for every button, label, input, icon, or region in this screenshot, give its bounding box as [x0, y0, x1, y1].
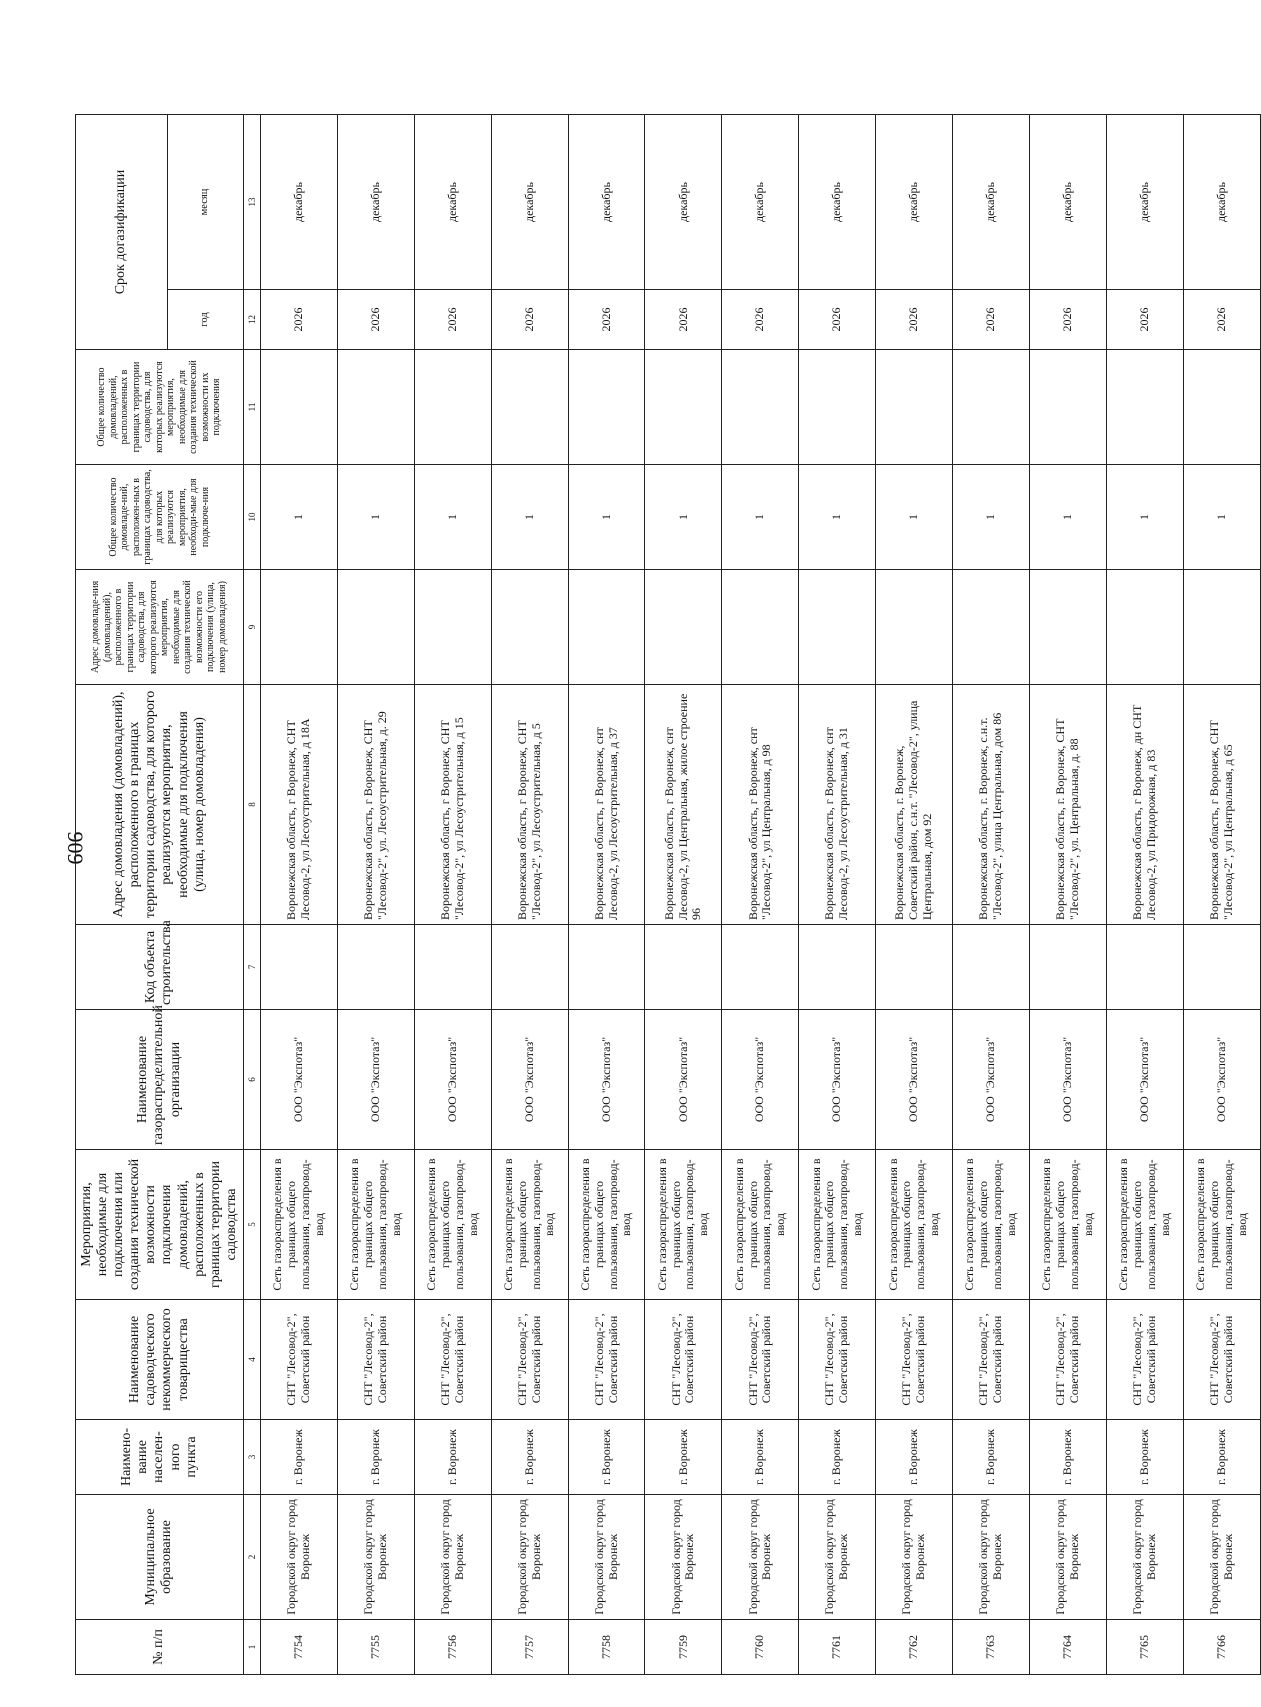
year-cell: 2026: [1106, 290, 1183, 350]
org-cell: ООО "Экспотаз": [414, 1010, 491, 1150]
count-tech-cell: [876, 350, 953, 465]
header-code: Код объекта строительства: [76, 925, 244, 1010]
header-deadline: Срок догазификации: [76, 115, 168, 350]
measure-cell: Сеть газораспределения в границах общего пользования, газопровод-ввод: [1106, 1150, 1183, 1300]
address-tech-cell: [953, 570, 1030, 685]
measure-cell: Сеть газораспределения в границах общего пользования, газопровод-ввод: [799, 1150, 876, 1300]
row-number: 7762: [876, 1620, 953, 1675]
header-settlement: Наимено-вание населен-ного пункта: [76, 1420, 244, 1495]
header-mo: Муниципальное образование: [76, 1495, 244, 1620]
table-row: [1183, 115, 1260, 1675]
address-cell: Воронежская область, г Воронеж, СНТ Лесовод-2, ул Лесоустрительная, д 18А: [260, 685, 337, 925]
count-connect-cell: 1: [876, 465, 953, 570]
snt-cell: СНТ "Лесовод-2", Советский район: [491, 1300, 568, 1420]
snt-cell: СНТ "Лесовод-2", Советский район: [337, 1300, 414, 1420]
measure-cell: Сеть газораспределения в границах общего пользования, газопровод-ввод: [337, 1150, 414, 1300]
table-row: [1106, 115, 1183, 1675]
month-cell: декабрь: [260, 115, 337, 290]
column-number: 8: [243, 685, 260, 925]
code-cell: [1106, 925, 1183, 1010]
address-tech-cell: [645, 570, 722, 685]
year-cell: 2026: [1183, 290, 1260, 350]
municipality-cell: Городской округ город Воронеж: [260, 1495, 337, 1620]
measure-cell: Сеть газораспределения в границах общего пользования, газопровод-ввод: [953, 1150, 1030, 1300]
settlement-cell: г. Воронеж: [1183, 1420, 1260, 1495]
municipality-cell: Городской округ город Воронеж: [1183, 1495, 1260, 1620]
page-number: 909: [63, 831, 88, 865]
row-number: 7759: [645, 1620, 722, 1675]
month-cell: декабрь: [1030, 115, 1107, 290]
settlement-cell: г. Воронеж: [414, 1420, 491, 1495]
address-tech-cell: [491, 570, 568, 685]
municipality-cell: Городской округ город Воронеж: [799, 1495, 876, 1620]
settlement-cell: г. Воронеж: [876, 1420, 953, 1495]
header-snt: Наименование садоводческого некоммерческого товарищества: [76, 1300, 244, 1420]
header-org: Наименование газораспределительной организации: [76, 1010, 244, 1150]
count-tech-cell: [337, 350, 414, 465]
measure-cell: Сеть газораспределения в границах общего пользования, газопровод-ввод: [491, 1150, 568, 1300]
row-number: 7760: [722, 1620, 799, 1675]
year-cell: 2026: [414, 290, 491, 350]
municipality-cell: Городской округ город Воронеж: [953, 1495, 1030, 1620]
measure-cell: Сеть газораспределения в границах общего пользования, газопровод-ввод: [645, 1150, 722, 1300]
address-cell: Воронежская область, г. Воронеж, Советский район, с.н.т. "Лесовод-2", улица Центральная, дом 92: [876, 685, 953, 925]
code-cell: [414, 925, 491, 1010]
count-connect-cell: 1: [1183, 465, 1260, 570]
org-cell: ООО "Экспотаз": [1183, 1010, 1260, 1150]
snt-cell: СНТ "Лесовод-2", Советский район: [953, 1300, 1030, 1420]
month-cell: декабрь: [1183, 115, 1260, 290]
org-cell: ООО "Экспотаз": [337, 1010, 414, 1150]
column-number: 11: [243, 350, 260, 465]
row-number: 7764: [1030, 1620, 1107, 1675]
column-number: 3: [243, 1420, 260, 1495]
row-number: 7766: [1183, 1620, 1260, 1675]
address-tech-cell: [414, 570, 491, 685]
month-cell: декабрь: [799, 115, 876, 290]
table-row: [260, 115, 337, 1675]
address-tech-cell: [337, 570, 414, 685]
header-num: № п/п: [76, 1620, 244, 1675]
header-count-connect: Общее количество домовладе-ний, расположен-ных в границах садоводства, для которых реализуются мероприятия, необходи-мые для подключе-ния: [76, 465, 244, 570]
count-connect-cell: 1: [337, 465, 414, 570]
municipality-cell: Городской округ город Воронеж: [568, 1495, 645, 1620]
count-tech-cell: [491, 350, 568, 465]
month-cell: декабрь: [491, 115, 568, 290]
table-body: [260, 115, 1260, 1675]
header-count-tech: Общее количество домовладений, расположенных в границах территории садоводства, для которых реализуются мероприятия, необходимые для создания технической возможности их подключения: [76, 350, 244, 465]
month-cell: декабрь: [337, 115, 414, 290]
year-cell: 2026: [876, 290, 953, 350]
count-tech-cell: [260, 350, 337, 465]
address-cell: Воронежская область, г Воронеж, СНТ "Лесовод-2", ул Центральная, д 65: [1183, 685, 1260, 925]
measure-cell: Сеть газораспределения в границах общего пользования, газопровод-ввод: [876, 1150, 953, 1300]
year-cell: 2026: [722, 290, 799, 350]
settlement-cell: г. Воронеж: [722, 1420, 799, 1495]
month-cell: декабрь: [1106, 115, 1183, 290]
table-row: [953, 115, 1030, 1675]
column-number: 2: [243, 1495, 260, 1620]
year-cell: 2026: [260, 290, 337, 350]
address-cell: Воронежская область, г Воронеж, снт Лесовод-2, ул Лесоустрительная, д 31: [799, 685, 876, 925]
municipality-cell: Городской округ город Воронеж: [1106, 1495, 1183, 1620]
settlement-cell: г. Воронеж: [260, 1420, 337, 1495]
address-tech-cell: [876, 570, 953, 685]
snt-cell: СНТ "Лесовод-2", Советский район: [876, 1300, 953, 1420]
snt-cell: СНТ "Лесовод-2", Советский район: [414, 1300, 491, 1420]
column-number: 1: [243, 1620, 260, 1675]
address-tech-cell: [722, 570, 799, 685]
code-cell: [799, 925, 876, 1010]
org-cell: ООО "Экспотаз": [953, 1010, 1030, 1150]
table-row: [568, 115, 645, 1675]
address-cell: Воронежская область, г. Воронеж, СНТ "Лесовод-2", ул. Центральная, д. 88: [1030, 685, 1107, 925]
count-connect-cell: 1: [1106, 465, 1183, 570]
table-row: [1030, 115, 1107, 1675]
table-row: [337, 115, 414, 1675]
month-cell: декабрь: [645, 115, 722, 290]
table-row: [799, 115, 876, 1675]
org-cell: ООО "Экспотаз": [1030, 1010, 1107, 1150]
address-cell: Воронежская область, г Воронеж, снт "Лесовод-2", ул Центральная, д 98: [722, 685, 799, 925]
row-number: 7756: [414, 1620, 491, 1675]
row-number: 7755: [337, 1620, 414, 1675]
snt-cell: СНТ "Лесовод-2", Советский район: [645, 1300, 722, 1420]
org-cell: ООО "Экспотаз": [799, 1010, 876, 1150]
column-number: 10: [243, 465, 260, 570]
column-number: 12: [243, 290, 260, 350]
row-number: 7763: [953, 1620, 1030, 1675]
year-cell: 2026: [953, 290, 1030, 350]
table-row: [491, 115, 568, 1675]
column-number: 5: [243, 1150, 260, 1300]
settlement-cell: г. Воронеж: [1030, 1420, 1107, 1495]
month-cell: декабрь: [953, 115, 1030, 290]
column-number-row: [243, 115, 260, 1675]
address-tech-cell: [568, 570, 645, 685]
measure-cell: Сеть газораспределения в границах общего пользования, газопровод-ввод: [722, 1150, 799, 1300]
count-connect-cell: 1: [722, 465, 799, 570]
count-tech-cell: [568, 350, 645, 465]
address-tech-cell: [1106, 570, 1183, 685]
rotated-table-sheet: [75, 115, 1249, 1675]
month-cell: декабрь: [722, 115, 799, 290]
count-tech-cell: [953, 350, 1030, 465]
measure-cell: Сеть газораспределения в границах общего пользования, газопровод-ввод: [568, 1150, 645, 1300]
municipality-cell: Городской округ город Воронеж: [722, 1495, 799, 1620]
header-address: Адрес домовладения (домовладений), расположенного в границах территории садоводства, для которого реализуются мероприятия, необходимые для подключения (улица, номер домовладения): [76, 685, 244, 925]
count-tech-cell: [799, 350, 876, 465]
month-cell: декабрь: [876, 115, 953, 290]
address-cell: Воронежская область, г Воронеж, снт Лесовод-2, ул Центральная, жилое строение 96: [645, 685, 722, 925]
code-cell: [645, 925, 722, 1010]
count-connect-cell: 1: [414, 465, 491, 570]
measure-cell: Сеть газораспределения в границах общего пользования, газопровод-ввод: [1030, 1150, 1107, 1300]
count-connect-cell: 1: [491, 465, 568, 570]
row-number: 7765: [1106, 1620, 1183, 1675]
snt-cell: СНТ "Лесовод-2", Советский район: [1183, 1300, 1260, 1420]
municipality-cell: Городской округ город Воронеж: [414, 1495, 491, 1620]
municipality-cell: Городской округ город Воронеж: [337, 1495, 414, 1620]
year-cell: 2026: [1030, 290, 1107, 350]
snt-cell: СНТ "Лесовод-2", Советский район: [1030, 1300, 1107, 1420]
code-cell: [722, 925, 799, 1010]
table-row: [414, 115, 491, 1675]
org-cell: ООО "Экспотаз": [876, 1010, 953, 1150]
code-cell: [953, 925, 1030, 1010]
address-tech-cell: [1183, 570, 1260, 685]
count-connect-cell: 1: [645, 465, 722, 570]
measure-cell: Сеть газораспределения в границах общего пользования, газопровод-ввод: [414, 1150, 491, 1300]
measure-cell: Сеть газораспределения в границах общего пользования, газопровод-ввод: [1183, 1150, 1260, 1300]
column-number: 6: [243, 1010, 260, 1150]
address-cell: Воронежская область, г. Воронеж, с.н.т. "Лесовод-2", улица Центральная, дом 86: [953, 685, 1030, 925]
header-row: [76, 115, 168, 1675]
snt-cell: СНТ "Лесовод-2", Советский район: [722, 1300, 799, 1420]
org-cell: ООО "Экспотаз": [645, 1010, 722, 1150]
count-connect-cell: 1: [799, 465, 876, 570]
municipality-cell: Городской округ город Воронеж: [645, 1495, 722, 1620]
header-month: месяц: [167, 115, 243, 290]
count-connect-cell: 1: [568, 465, 645, 570]
table-row: [722, 115, 799, 1675]
code-cell: [876, 925, 953, 1010]
code-cell: [1030, 925, 1107, 1010]
year-cell: 2026: [645, 290, 722, 350]
code-cell: [1183, 925, 1260, 1010]
settlement-cell: г. Воронеж: [645, 1420, 722, 1495]
count-connect-cell: 1: [1030, 465, 1107, 570]
header-measures: Мероприятия, необходимые для подключения или создания технической возможности подключения домовладений, расположенных в границах территории садоводства: [76, 1150, 244, 1300]
year-cell: 2026: [491, 290, 568, 350]
count-tech-cell: [1106, 350, 1183, 465]
snt-cell: СНТ "Лесовод-2", Советский район: [260, 1300, 337, 1420]
code-cell: [491, 925, 568, 1010]
municipality-cell: Городской округ город Воронеж: [876, 1495, 953, 1620]
settlement-cell: г. Воронеж: [799, 1420, 876, 1495]
row-number: 7754: [260, 1620, 337, 1675]
year-cell: 2026: [337, 290, 414, 350]
column-number: 4: [243, 1300, 260, 1420]
count-tech-cell: [722, 350, 799, 465]
year-cell: 2026: [799, 290, 876, 350]
count-tech-cell: [645, 350, 722, 465]
code-cell: [260, 925, 337, 1010]
org-cell: ООО "Экспотаз": [491, 1010, 568, 1150]
settlement-cell: г. Воронеж: [568, 1420, 645, 1495]
count-tech-cell: [1183, 350, 1260, 465]
count-tech-cell: [1030, 350, 1107, 465]
header-year: год: [167, 290, 243, 350]
org-cell: ООО "Экспотаз": [722, 1010, 799, 1150]
count-connect-cell: 1: [953, 465, 1030, 570]
settlement-cell: г. Воронеж: [953, 1420, 1030, 1495]
address-cell: Воронежская область, г Воронеж, СНТ "Лесовод-2", ул Лесоустрительная, д 15: [414, 685, 491, 925]
settlement-cell: г. Воронеж: [1106, 1420, 1183, 1495]
measure-cell: Сеть газораспределения в границах общего пользования, газопровод-ввод: [260, 1150, 337, 1300]
row-number: 7758: [568, 1620, 645, 1675]
code-cell: [337, 925, 414, 1010]
settlement-cell: г. Воронеж: [491, 1420, 568, 1495]
address-tech-cell: [260, 570, 337, 685]
column-number: 7: [243, 925, 260, 1010]
address-cell: Воронежская область, г Воронеж, СНТ "Лесовод-2", ул Лесоустрительная, д 5: [491, 685, 568, 925]
table-row: [645, 115, 722, 1675]
municipality-cell: Городской округ город Воронеж: [1030, 1495, 1107, 1620]
year-cell: 2026: [568, 290, 645, 350]
snt-cell: СНТ "Лесовод-2", Советский район: [1106, 1300, 1183, 1420]
gasification-table: [75, 114, 1261, 1675]
month-cell: декабрь: [568, 115, 645, 290]
count-tech-cell: [414, 350, 491, 465]
header-address-tech: Адрес домовладе-ния (домовладений), расположенного в границах территории садоводства, для которого реализуются мероприятия, необходимые для создания технической возможности его подключения (улица, номер домовладения): [76, 570, 244, 685]
table-row: [876, 115, 953, 1675]
month-cell: декабрь: [414, 115, 491, 290]
org-cell: ООО "Экспотаз": [568, 1010, 645, 1150]
row-number: 7761: [799, 1620, 876, 1675]
municipality-cell: Городской округ город Воронеж: [491, 1495, 568, 1620]
column-number: 9: [243, 570, 260, 685]
address-cell: Воронежская область, г Воронеж, СНТ "Лесовод-2", ул. Лесоустрительная, д. 29: [337, 685, 414, 925]
org-cell: ООО "Экспотаз": [260, 1010, 337, 1150]
address-cell: Воронежская область, г Воронеж, снт Лесовод-2, ул Лесоустрительная, д 37: [568, 685, 645, 925]
address-tech-cell: [1030, 570, 1107, 685]
org-cell: ООО "Экспотаз": [1106, 1010, 1183, 1150]
address-cell: Воронежская область, г Воронеж, дн СНТ Лесовод-2, ул Придорожная, д 83: [1106, 685, 1183, 925]
column-number: 13: [243, 115, 260, 290]
row-number: 7757: [491, 1620, 568, 1675]
snt-cell: СНТ "Лесовод-2", Советский район: [799, 1300, 876, 1420]
code-cell: [568, 925, 645, 1010]
count-connect-cell: 1: [260, 465, 337, 570]
settlement-cell: г. Воронеж: [337, 1420, 414, 1495]
snt-cell: СНТ "Лесовод-2", Советский район: [568, 1300, 645, 1420]
address-tech-cell: [799, 570, 876, 685]
